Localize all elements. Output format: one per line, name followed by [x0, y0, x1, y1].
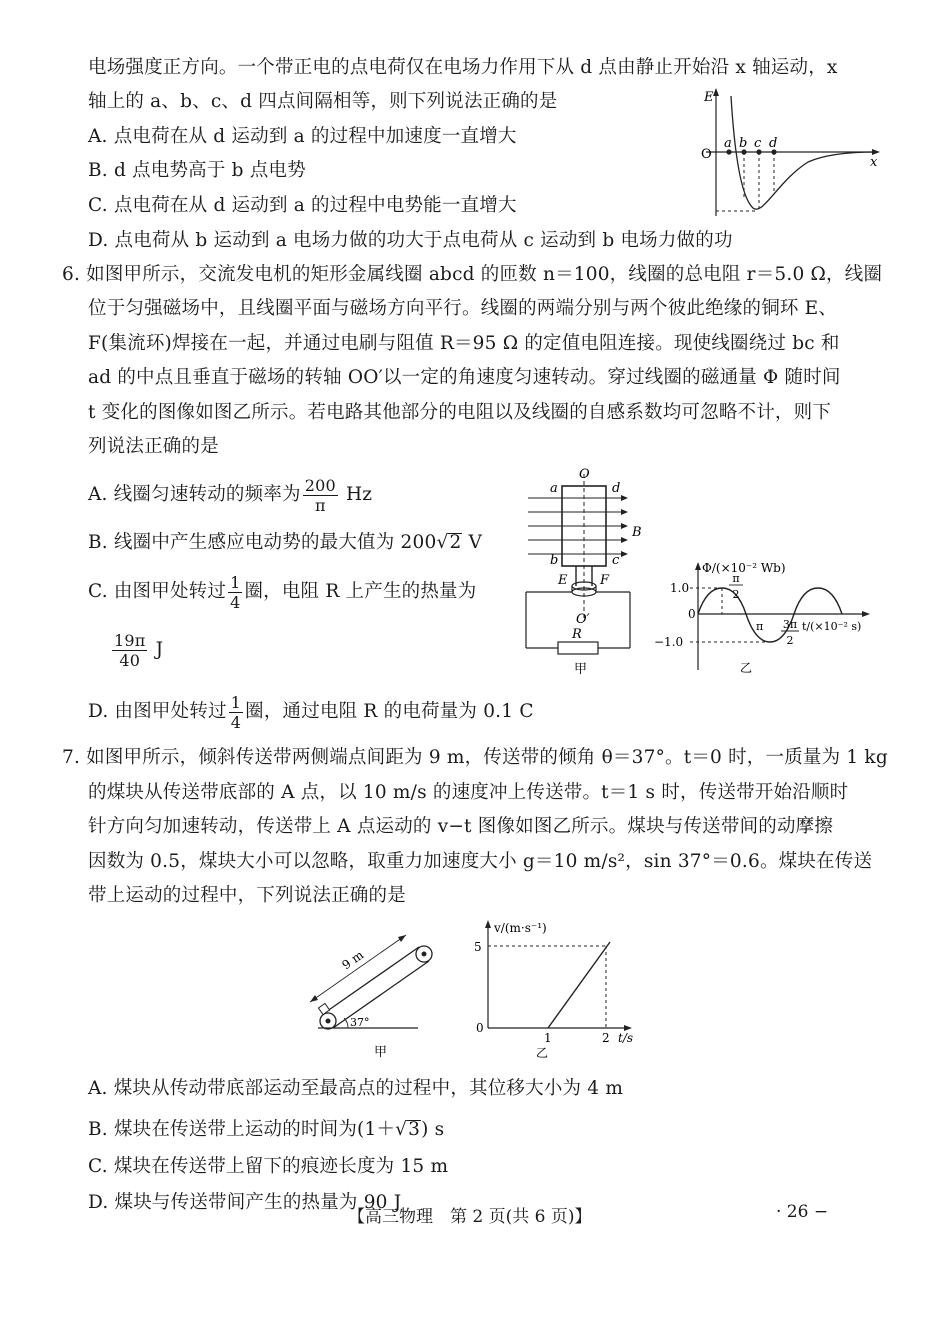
q7-fig-yi-caption: 乙 — [536, 1046, 549, 1060]
q7-conveyor-figure — [298, 920, 448, 1060]
q5-option-b: B. d 点电势高于 b 点电势 — [88, 160, 306, 181]
q7-line-4: 因数为 0.5，煤块大小可以忽略，取重力加速度大小 g＝10 m/s²，sin 37°＝0.6。煤块在传送 — [88, 851, 873, 872]
q5-origin: O — [701, 147, 712, 162]
q5-line-1: 电场强度正方向。一个带正电的点电荷仅在电场力作用下从 d 点由静止开始沿 x 轴运动，x — [88, 57, 838, 78]
q7-option-c: C. 煤块在传送带上留下的痕迹长度为 15 m — [88, 1156, 449, 1177]
q5-e-label: E — [704, 90, 714, 105]
q7-vt-y5: 5 — [474, 940, 482, 954]
q7-fig-jia-caption: 甲 — [374, 1045, 388, 1060]
q6-option-d: D. 由图甲处转过 $\frac{1}{4}$ 圈，通过电阻 R 的电荷量为 0.1 C — [88, 692, 534, 732]
q6-flux-graph — [652, 558, 884, 678]
footer-page-number: · 26 − — [776, 1202, 829, 1222]
q5-point-a: a — [724, 136, 732, 151]
q6-flux-pi-half-den: 2 — [732, 588, 740, 601]
q6-line-6: 列说法正确的是 — [88, 436, 219, 457]
q7-option-a: A. 煤块从传动带底部运动至最高点的过程中，其位移大小为 4 m — [88, 1078, 624, 1099]
q7-vt-x-label: t/s — [618, 1031, 634, 1045]
q7-vt-t1: 1 — [544, 1031, 552, 1045]
q6-corner-a: a — [550, 481, 558, 496]
q6-flux-zero: 0 — [688, 607, 696, 621]
q7-line-5: 带上运动的过程中，下列说法正确的是 — [88, 885, 406, 906]
q7-vt-y-label: v/(m·s⁻¹) — [494, 921, 547, 935]
q5-option-c: C. 点电荷在从 d 运动到 a 的过程中电势能一直增大 — [88, 195, 517, 216]
q6-resistor-r: R — [572, 627, 582, 642]
q6-option-b: B. 线圈中产生感应电动势的最大值为 200√2 V — [88, 532, 483, 553]
q7-option-d: D. 煤块与传送带间产生的热量为 90 J — [88, 1192, 402, 1213]
q6-corner-c: c — [612, 553, 620, 568]
q6-flux-y-label: Φ/(×10⁻² Wb) — [702, 561, 786, 575]
q5-option-a: A. 点电荷在从 d 运动到 a 的过程中加速度一直增大 — [88, 126, 517, 147]
q6-flux-y-neg: −1.0 — [654, 635, 684, 649]
q6-flux-y-pos: 1.0 — [670, 581, 690, 595]
q6-option-c-value: $\frac{19\pi}{40}$ J — [114, 630, 164, 670]
q6-option-c: C. 由图甲处转过 $\frac{1}{4}$ 圈，电阻 R 上产生的热量为 — [88, 572, 477, 612]
q6-option-a: A. 线圈匀速转动的频率为 $\frac{200}{\pi}$ Hz — [88, 475, 373, 515]
q5-field-graph — [698, 86, 883, 221]
q7-vt-t2: 2 — [602, 1031, 610, 1045]
q6-line-3: F(集流环)焊接在一起，并通过电刷与阻值 R＝95 Ω 的定值电阻连接。现使线圈绕过 bc 和 — [88, 333, 840, 354]
q7-belt-length: 9 m — [339, 947, 367, 973]
q5-x-label: x — [870, 155, 878, 170]
q6-line-5: t 变化的图像如图乙所示。若电路其他部分的电阻以及线圈的自感系数均可忽略不计，则下 — [88, 402, 832, 423]
q5-point-d: d — [769, 136, 778, 151]
q5-option-d: D. 点电荷从 b 运动到 a 电场力做的功大于点电荷从 c 运动到 b 电场力做的功 — [88, 230, 733, 251]
q6-flux-pi-half-num: π — [732, 572, 740, 585]
q6-flux-3pi-half-den: 2 — [786, 634, 794, 647]
q7-line-2: 的煤块从传送带底部的 A 点，以 10 m/s 的速度冲上传送带。t＝1 s 时，传送带开始沿顺时 — [88, 782, 849, 803]
q6-fig-yi-caption: 乙 — [740, 661, 753, 675]
q6-axis-o-prime: O′ — [576, 612, 590, 627]
q6-field-b: B — [632, 525, 642, 540]
q6-line-4: ad 的中点且垂直于磁场的转轴 OO′以一定的角速度匀速转动。穿过线圈的磁通量 Φ 随时间 — [88, 367, 841, 388]
q7-belt-angle: 37° — [350, 1016, 370, 1029]
q6-flux-x-label: t/(×10⁻² s) — [802, 620, 862, 633]
q5-point-b: b — [739, 136, 748, 151]
q6-axis-o: O — [579, 468, 590, 482]
q7-vt-zero: 0 — [476, 1021, 484, 1035]
q6-corner-d: d — [612, 481, 621, 496]
q5-point-c: c — [754, 136, 762, 151]
footer-title: 【高三物理 第 2 页(共 6 页)】 — [348, 1207, 592, 1227]
q6-corner-b: b — [550, 553, 559, 568]
q7-vt-graph — [470, 916, 650, 1062]
q6-ring-f: F — [600, 573, 610, 588]
q6-fig-jia-caption: 甲 — [574, 662, 588, 677]
q6-generator-figure — [518, 468, 646, 678]
q6-line-2: 位于匀强磁场中，且线圈平面与磁场方向平行。线圈的两端分别与两个彼此绝缘的铜环 E、 — [88, 298, 838, 319]
q7-line-3: 针方向匀加速转动，传送带上 A 点运动的 v−t 图像如图乙所示。煤块与传送带间的动摩擦 — [88, 816, 834, 837]
q5-line-2: 轴上的 a、b、c、d 四点间隔相等，则下列说法正确的是 — [88, 91, 558, 112]
q6-flux-pi: π — [756, 620, 764, 633]
q7-line-1: 7. 如图甲所示，倾斜传送带两侧端点间距为 9 m，传送带的倾角 θ＝37°。t＝0 时，一质量为 1 kg — [62, 747, 888, 768]
q7-option-b: B. 煤块在传送带上运动的时间为(1＋√3) s — [88, 1119, 445, 1140]
q6-ring-e: E — [558, 573, 568, 588]
q6-flux-3pi-half-num: 3π — [782, 618, 798, 631]
q6-line-1: 6. 如图甲所示，交流发电机的矩形金属线圈 abcd 的匝数 n＝100，线圈的总电阻 r＝5.0 Ω，线圈 — [62, 264, 883, 285]
